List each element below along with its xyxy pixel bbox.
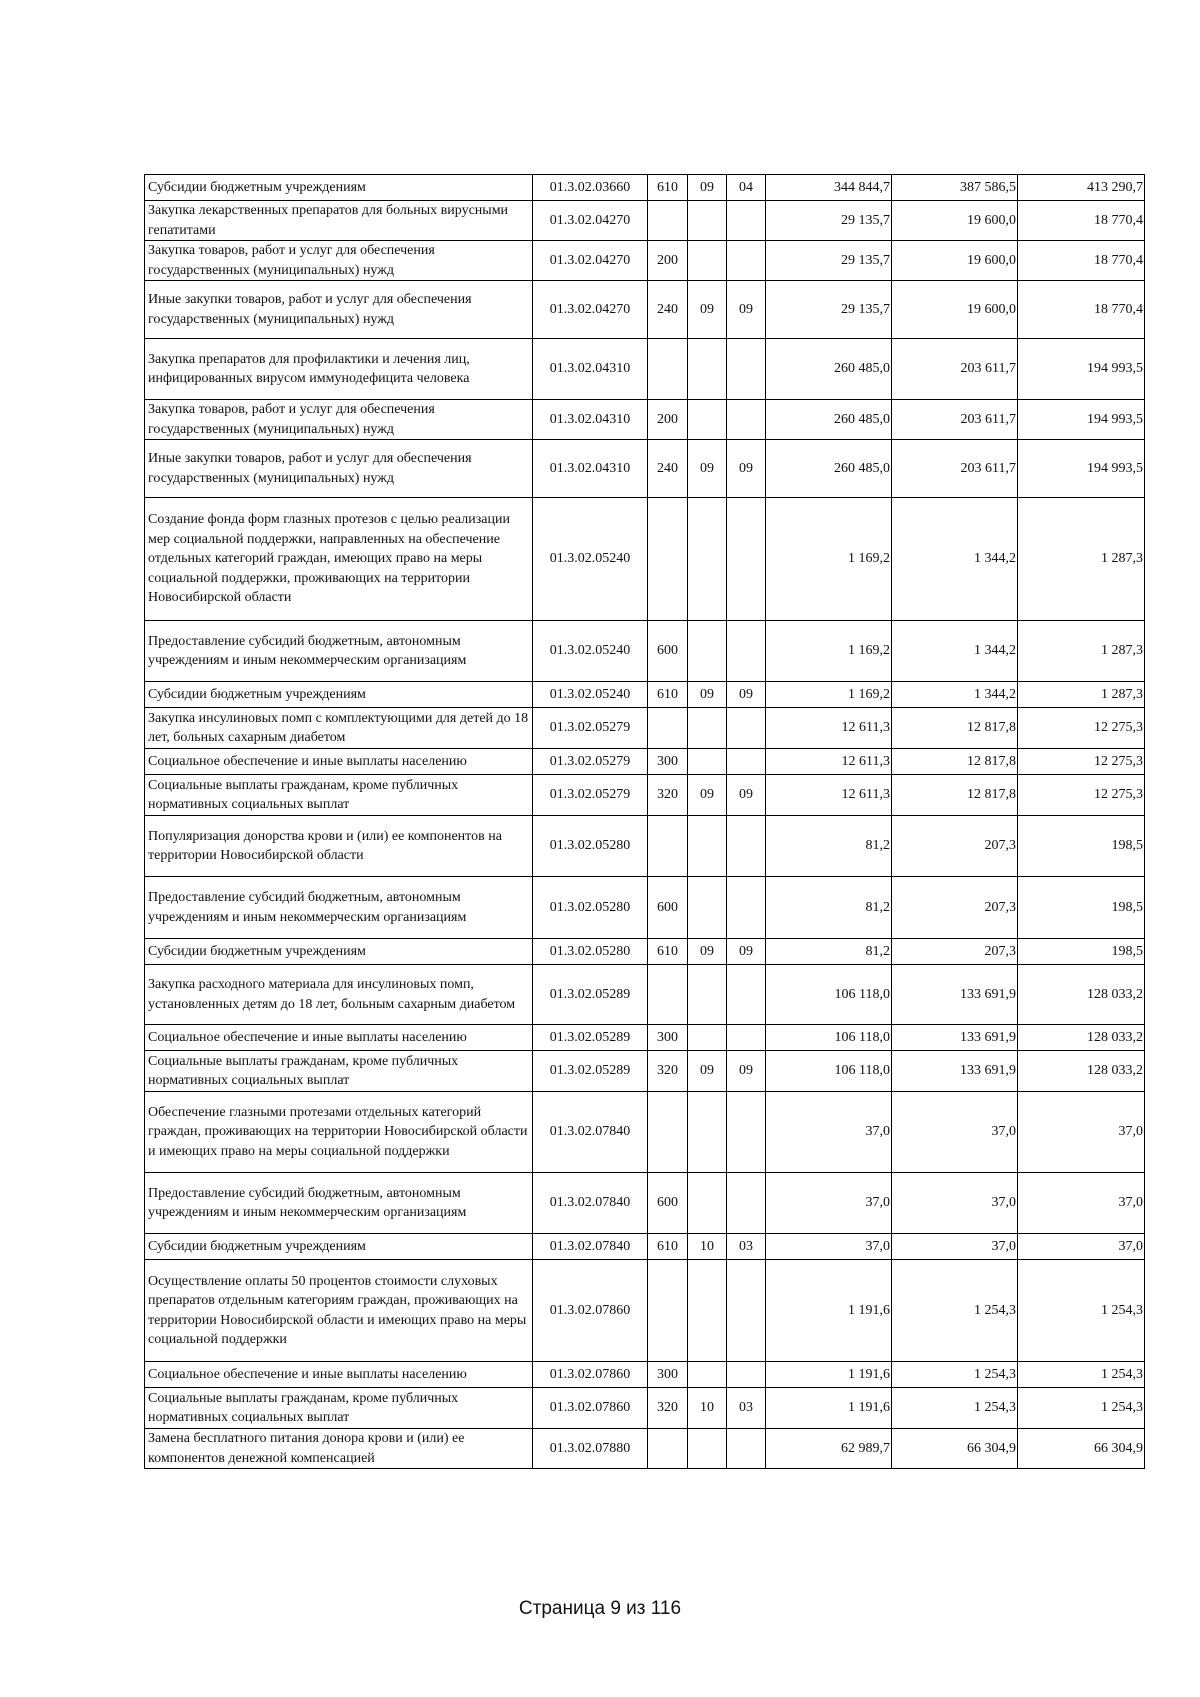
row-name-cell: Предоставление субсидий бюджетным, автономным учреждениям и иным некоммерческим организациям [145, 1173, 533, 1234]
row-rz-cell: 09 [688, 281, 727, 339]
row-year3-cell: 1 254,3 [1018, 1388, 1145, 1429]
row-rz-cell [688, 1260, 727, 1362]
row-year2-cell: 37,0 [892, 1173, 1018, 1234]
row-name-cell: Социальное обеспечение и иные выплаты населению [145, 749, 533, 775]
row-rz-cell [688, 400, 727, 440]
row-rz-cell [688, 498, 727, 621]
row-year3-cell: 198,5 [1018, 816, 1145, 877]
row-year3-cell: 12 275,3 [1018, 749, 1145, 775]
row-year2-cell: 387 586,5 [892, 175, 1018, 201]
row-code-cell: 01.3.02.05280 [533, 816, 648, 877]
row-rz-cell [688, 1362, 727, 1388]
table-row [145, 1234, 1145, 1260]
row-vr-cell: 610 [648, 175, 688, 201]
row-name-cell: Закупка расходного материала для инсулиновых помп, установленных детям до 18 лет, больным сахарным диабетом [145, 965, 533, 1025]
table-row [145, 877, 1145, 939]
row-year2-cell: 19 600,0 [892, 241, 1018, 281]
row-year1-cell: 12 611,3 [766, 708, 892, 749]
table-row [145, 498, 1145, 621]
row-rz-cell: 09 [688, 939, 727, 965]
table-row [145, 201, 1145, 241]
row-year1-cell: 62 989,7 [766, 1429, 892, 1469]
row-pr-cell [727, 1429, 766, 1469]
row-code-cell: 01.3.02.04310 [533, 339, 648, 400]
row-rz-cell [688, 965, 727, 1025]
row-name-cell: Закупка товаров, работ и услуг для обеспечения государственных (муниципальных) нужд [145, 241, 533, 281]
row-rz-cell: 09 [688, 775, 727, 816]
row-name-cell: Предоставление субсидий бюджетным, автономным учреждениям и иным некоммерческим организациям [145, 621, 533, 682]
row-name-cell: Замена бесплатного питания донора крови и (или) ее компонентов денежной компенсацией [145, 1429, 533, 1469]
row-rz-cell: 09 [688, 440, 727, 498]
row-pr-cell: 09 [727, 281, 766, 339]
row-year2-cell: 133 691,9 [892, 1025, 1018, 1051]
row-vr-cell [648, 339, 688, 400]
row-rz-cell [688, 816, 727, 877]
row-name-cell: Социальные выплаты гражданам, кроме публичных нормативных социальных выплат [145, 1051, 533, 1092]
row-name-cell: Субсидии бюджетным учреждениям [145, 682, 533, 708]
row-pr-cell [727, 1173, 766, 1234]
row-rz-cell: 09 [688, 1051, 727, 1092]
row-year2-cell: 12 817,8 [892, 749, 1018, 775]
row-code-cell: 01.3.02.04310 [533, 440, 648, 498]
row-vr-cell [648, 965, 688, 1025]
row-code-cell: 01.3.02.05240 [533, 621, 648, 682]
row-pr-cell [727, 965, 766, 1025]
row-year1-cell: 106 118,0 [766, 1025, 892, 1051]
table-row [145, 749, 1145, 775]
row-year3-cell: 18 770,4 [1018, 241, 1145, 281]
row-year2-cell: 203 611,7 [892, 400, 1018, 440]
row-year2-cell: 207,3 [892, 816, 1018, 877]
row-code-cell: 01.3.02.07840 [533, 1092, 648, 1173]
row-year2-cell: 37,0 [892, 1092, 1018, 1173]
row-vr-cell [648, 816, 688, 877]
row-name-cell: Социальные выплаты гражданам, кроме публичных нормативных социальных выплат [145, 775, 533, 816]
table-row [145, 175, 1145, 201]
table-row [145, 621, 1145, 682]
row-name-cell: Социальные выплаты гражданам, кроме публичных нормативных социальных выплат [145, 1388, 533, 1429]
row-year2-cell: 1 344,2 [892, 498, 1018, 621]
row-year3-cell: 194 993,5 [1018, 440, 1145, 498]
row-rz-cell: 09 [688, 682, 727, 708]
row-year1-cell: 29 135,7 [766, 241, 892, 281]
row-year3-cell: 18 770,4 [1018, 201, 1145, 241]
row-vr-cell: 610 [648, 1234, 688, 1260]
row-pr-cell [727, 816, 766, 877]
row-year1-cell: 37,0 [766, 1173, 892, 1234]
row-year3-cell: 194 993,5 [1018, 339, 1145, 400]
row-name-cell: Социальное обеспечение и иные выплаты населению [145, 1025, 533, 1051]
row-name-cell: Социальное обеспечение и иные выплаты населению [145, 1362, 533, 1388]
row-pr-cell [727, 241, 766, 281]
row-rz-cell [688, 1092, 727, 1173]
row-pr-cell [727, 1362, 766, 1388]
row-year3-cell: 37,0 [1018, 1092, 1145, 1173]
row-rz-cell [688, 877, 727, 939]
row-code-cell: 01.3.02.07860 [533, 1362, 648, 1388]
row-year2-cell: 203 611,7 [892, 339, 1018, 400]
row-vr-cell: 300 [648, 1362, 688, 1388]
row-year3-cell: 18 770,4 [1018, 281, 1145, 339]
row-name-cell: Закупка лекарственных препаратов для больных вирусными гепатитами [145, 201, 533, 241]
table-body [145, 175, 1145, 1469]
row-vr-cell: 610 [648, 939, 688, 965]
row-year2-cell: 1 254,3 [892, 1388, 1018, 1429]
row-year1-cell: 260 485,0 [766, 339, 892, 400]
table-row [145, 965, 1145, 1025]
row-name-cell: Иные закупки товаров, работ и услуг для обеспечения государственных (муниципальных) нужд [145, 281, 533, 339]
row-vr-cell [648, 1429, 688, 1469]
table-row [145, 708, 1145, 749]
table-row [145, 1362, 1145, 1388]
row-code-cell: 01.3.02.04270 [533, 281, 648, 339]
row-year1-cell: 81,2 [766, 939, 892, 965]
table-row [145, 1388, 1145, 1429]
row-code-cell: 01.3.02.07880 [533, 1429, 648, 1469]
row-year2-cell: 1 254,3 [892, 1362, 1018, 1388]
row-year2-cell: 66 304,9 [892, 1429, 1018, 1469]
row-year2-cell: 207,3 [892, 939, 1018, 965]
table-row [145, 775, 1145, 816]
table-row [145, 1025, 1145, 1051]
row-year3-cell: 128 033,2 [1018, 1025, 1145, 1051]
budget-table [144, 174, 1145, 1469]
row-pr-cell: 09 [727, 682, 766, 708]
row-year3-cell: 12 275,3 [1018, 708, 1145, 749]
row-year3-cell: 194 993,5 [1018, 400, 1145, 440]
row-year3-cell: 66 304,9 [1018, 1429, 1145, 1469]
row-rz-cell: 09 [688, 175, 727, 201]
row-code-cell: 01.3.02.05279 [533, 749, 648, 775]
row-vr-cell: 320 [648, 1388, 688, 1429]
row-rz-cell [688, 621, 727, 682]
row-code-cell: 01.3.02.07860 [533, 1260, 648, 1362]
row-name-cell: Субсидии бюджетным учреждениям [145, 175, 533, 201]
row-pr-cell: 09 [727, 1051, 766, 1092]
row-code-cell: 01.3.02.07860 [533, 1388, 648, 1429]
row-year2-cell: 133 691,9 [892, 965, 1018, 1025]
row-code-cell: 01.3.02.04270 [533, 241, 648, 281]
row-year1-cell: 260 485,0 [766, 400, 892, 440]
row-code-cell: 01.3.02.05240 [533, 682, 648, 708]
row-rz-cell [688, 708, 727, 749]
row-name-cell: Закупка товаров, работ и услуг для обеспечения государственных (муниципальных) нужд [145, 400, 533, 440]
row-rz-cell [688, 241, 727, 281]
row-rz-cell [688, 1025, 727, 1051]
row-vr-cell: 610 [648, 682, 688, 708]
row-code-cell: 01.3.02.05280 [533, 877, 648, 939]
row-year1-cell: 1 191,6 [766, 1362, 892, 1388]
row-name-cell: Закупка препаратов для профилактики и лечения лиц, инфицированных вирусом иммунодефицита человека [145, 339, 533, 400]
row-year2-cell: 1 344,2 [892, 621, 1018, 682]
row-year3-cell: 1 254,3 [1018, 1362, 1145, 1388]
row-code-cell: 01.3.02.05289 [533, 965, 648, 1025]
table-row [145, 816, 1145, 877]
row-code-cell: 01.3.02.05280 [533, 939, 648, 965]
row-vr-cell: 320 [648, 1051, 688, 1092]
row-pr-cell: 09 [727, 939, 766, 965]
table-row [145, 1092, 1145, 1173]
row-name-cell: Закупка инсулиновых помп с комплектующими для детей до 18 лет, больных сахарным диабетом [145, 708, 533, 749]
row-pr-cell [727, 339, 766, 400]
row-vr-cell [648, 201, 688, 241]
row-rz-cell [688, 201, 727, 241]
table-row [145, 339, 1145, 400]
row-vr-cell: 240 [648, 440, 688, 498]
row-code-cell: 01.3.02.05279 [533, 708, 648, 749]
row-pr-cell: 03 [727, 1234, 766, 1260]
row-year1-cell: 29 135,7 [766, 281, 892, 339]
row-year3-cell: 37,0 [1018, 1234, 1145, 1260]
row-name-cell: Обеспечение глазными протезами отдельных категорий граждан, проживающих на территории Новосибирской области и имеющих право на меры социальной поддержки [145, 1092, 533, 1173]
row-pr-cell [727, 400, 766, 440]
row-year3-cell: 198,5 [1018, 877, 1145, 939]
row-pr-cell: 09 [727, 440, 766, 498]
row-year1-cell: 1 191,6 [766, 1260, 892, 1362]
row-vr-cell: 200 [648, 241, 688, 281]
row-vr-cell [648, 708, 688, 749]
row-year3-cell: 128 033,2 [1018, 965, 1145, 1025]
row-year2-cell: 207,3 [892, 877, 1018, 939]
row-year1-cell: 81,2 [766, 816, 892, 877]
row-vr-cell: 300 [648, 1025, 688, 1051]
table-row [145, 241, 1145, 281]
row-vr-cell: 600 [648, 877, 688, 939]
row-pr-cell [727, 708, 766, 749]
row-year2-cell: 203 611,7 [892, 440, 1018, 498]
row-year3-cell: 198,5 [1018, 939, 1145, 965]
row-year3-cell: 1 287,3 [1018, 621, 1145, 682]
row-year2-cell: 1 344,2 [892, 682, 1018, 708]
row-code-cell: 01.3.02.07840 [533, 1173, 648, 1234]
row-year2-cell: 19 600,0 [892, 201, 1018, 241]
table-row [145, 939, 1145, 965]
row-pr-cell [727, 877, 766, 939]
row-year1-cell: 106 118,0 [766, 1051, 892, 1092]
row-code-cell: 01.3.02.05289 [533, 1025, 648, 1051]
row-vr-cell: 320 [648, 775, 688, 816]
row-year1-cell: 344 844,7 [766, 175, 892, 201]
row-vr-cell [648, 498, 688, 621]
row-name-cell: Субсидии бюджетным учреждениям [145, 1234, 533, 1260]
row-pr-cell [727, 201, 766, 241]
row-year3-cell: 37,0 [1018, 1173, 1145, 1234]
page-number: Страница 9 из 116 [518, 1598, 682, 1619]
row-year1-cell: 12 611,3 [766, 775, 892, 816]
row-year1-cell: 1 191,6 [766, 1388, 892, 1429]
table-row [145, 440, 1145, 498]
row-year3-cell: 1 254,3 [1018, 1260, 1145, 1362]
row-pr-cell: 03 [727, 1388, 766, 1429]
row-year1-cell: 260 485,0 [766, 440, 892, 498]
row-vr-cell [648, 1260, 688, 1362]
row-year1-cell: 1 169,2 [766, 498, 892, 621]
row-name-cell: Осуществление оплаты 50 процентов стоимости слуховых препаратов отдельным категориям граждан, проживающих на территории Новосибирской области и имеющих право на меры социальной поддержки [145, 1260, 533, 1362]
row-code-cell: 01.3.02.05240 [533, 498, 648, 621]
row-pr-cell [727, 498, 766, 621]
row-pr-cell [727, 1260, 766, 1362]
table-row [145, 1051, 1145, 1092]
row-year1-cell: 1 169,2 [766, 621, 892, 682]
table-row [145, 682, 1145, 708]
row-pr-cell [727, 749, 766, 775]
row-rz-cell [688, 1429, 727, 1469]
row-rz-cell [688, 1173, 727, 1234]
row-year2-cell: 12 817,8 [892, 775, 1018, 816]
row-year1-cell: 12 611,3 [766, 749, 892, 775]
row-year1-cell: 106 118,0 [766, 965, 892, 1025]
row-year3-cell: 12 275,3 [1018, 775, 1145, 816]
row-code-cell: 01.3.02.03660 [533, 175, 648, 201]
row-year3-cell: 1 287,3 [1018, 498, 1145, 621]
row-pr-cell [727, 621, 766, 682]
row-year1-cell: 29 135,7 [766, 201, 892, 241]
row-year1-cell: 37,0 [766, 1092, 892, 1173]
row-name-cell: Популяризация донорства крови и (или) ее компонентов на территории Новосибирской области [145, 816, 533, 877]
row-vr-cell: 200 [648, 400, 688, 440]
row-year1-cell: 1 169,2 [766, 682, 892, 708]
row-rz-cell [688, 339, 727, 400]
row-name-cell: Предоставление субсидий бюджетным, автономным учреждениям и иным некоммерческим организациям [145, 877, 533, 939]
row-name-cell: Создание фонда форм глазных протезов с целью реализации мер социальной поддержки, направленных на обеспечение отдельных категорий граждан, имеющих право на меры социальной поддержки, проживающих на территории Новосибирской области [145, 498, 533, 621]
row-rz-cell [688, 749, 727, 775]
row-vr-cell: 600 [648, 1173, 688, 1234]
row-year3-cell: 128 033,2 [1018, 1051, 1145, 1092]
row-code-cell: 01.3.02.05279 [533, 775, 648, 816]
row-year2-cell: 1 254,3 [892, 1260, 1018, 1362]
row-vr-cell [648, 1092, 688, 1173]
table-row [145, 1260, 1145, 1362]
row-pr-cell: 09 [727, 775, 766, 816]
table-row [145, 281, 1145, 339]
table-row [145, 400, 1145, 440]
row-year2-cell: 37,0 [892, 1234, 1018, 1260]
row-name-cell: Иные закупки товаров, работ и услуг для обеспечения государственных (муниципальных) нужд [145, 440, 533, 498]
row-vr-cell: 300 [648, 749, 688, 775]
row-code-cell: 01.3.02.04310 [533, 400, 648, 440]
row-year2-cell: 12 817,8 [892, 708, 1018, 749]
row-pr-cell [727, 1092, 766, 1173]
row-name-cell: Субсидии бюджетным учреждениям [145, 939, 533, 965]
table-row [145, 1173, 1145, 1234]
row-code-cell: 01.3.02.05289 [533, 1051, 648, 1092]
row-year3-cell: 1 287,3 [1018, 682, 1145, 708]
row-pr-cell [727, 1025, 766, 1051]
row-year2-cell: 19 600,0 [892, 281, 1018, 339]
row-year1-cell: 81,2 [766, 877, 892, 939]
row-year1-cell: 37,0 [766, 1234, 892, 1260]
row-code-cell: 01.3.02.07840 [533, 1234, 648, 1260]
row-rz-cell: 10 [688, 1388, 727, 1429]
row-rz-cell: 10 [688, 1234, 727, 1260]
table-row [145, 1429, 1145, 1469]
row-code-cell: 01.3.02.04270 [533, 201, 648, 241]
row-year2-cell: 133 691,9 [892, 1051, 1018, 1092]
row-year3-cell: 413 290,7 [1018, 175, 1145, 201]
row-vr-cell: 240 [648, 281, 688, 339]
row-vr-cell: 600 [648, 621, 688, 682]
row-pr-cell: 04 [727, 175, 766, 201]
